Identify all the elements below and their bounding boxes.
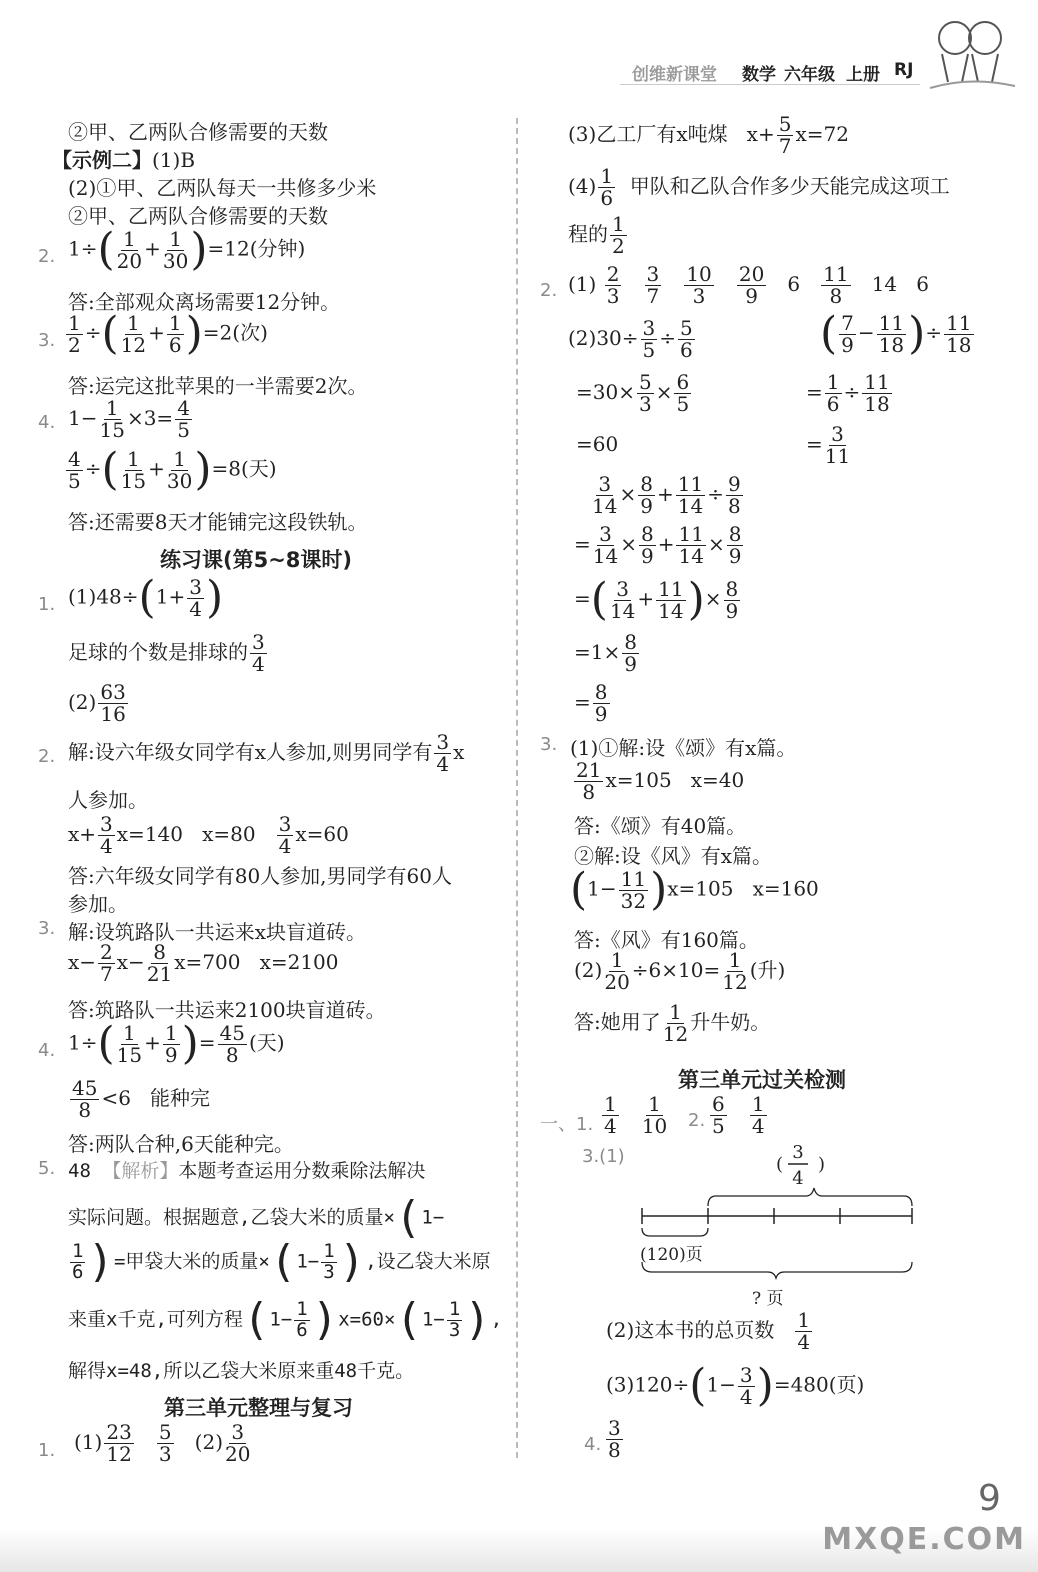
t4-number: 4. (584, 1434, 602, 1455)
p5-line4: 来重x千克,可列方程(1− $\frac{1}{6}$ )x=60×(1− $\frac{1}{3}$ ), (68, 1294, 503, 1345)
p5-line2-text: 实际问题。根据题意,乙袋大米的质量× (68, 1206, 395, 1229)
b2-calc-c5: = $\frac{8}{9}$ (574, 680, 608, 726)
p1-text-content: 足球的个数是排球的 (68, 640, 248, 664)
p5-number: 5. (38, 1158, 56, 1179)
t4-answer: $\frac{3}{8}$ (608, 1416, 621, 1462)
b2-calc-c3: =( $\frac{3}{14}$ + $\frac{11}{14}$ )× $\frac{8}{9}$ (574, 574, 739, 625)
t3-part2: (2)这本书的总页数 $\frac{1}{4}$ (606, 1308, 811, 1354)
t3-number: 3.(1) (582, 1146, 625, 1167)
b2-calc-c1: $\frac{3}{14}$ × $\frac{8}{9}$ + $\frac{11}{14}$ ÷ $\frac{9}{8}$ (592, 472, 741, 518)
a3-text: (3)乙工厂有x吨煤 (568, 122, 728, 146)
q4-equation2: $\frac{4}{5}$ ÷( $\frac{1}{15}$ + $\frac{1}{30}$ )=8(天) (68, 444, 277, 495)
q2-answer: 答:全部观众离场需要12分钟。 (68, 290, 341, 314)
a3-line: (3)乙工厂有x吨煤 x+ $\frac{5}{7}$ x=72 (568, 112, 849, 158)
p1-part2: (2) $\frac{63}{16}$ (68, 680, 126, 726)
b2-calc-c4: =1× $\frac{8}{9}$ (574, 630, 637, 676)
t2-number: 2. (688, 1110, 706, 1131)
p2-equation: x+ $\frac{3}{4}$ x=140 x=80 $\frac{3}{4}$ x=60 (68, 812, 349, 858)
p2-line2: 人参加。 (68, 788, 148, 812)
p5-line1 (68, 1156, 425, 1183)
b2-calc-b3: = $\frac{3}{11}$ (806, 422, 851, 468)
diagram-total-label: ? 页 (752, 1289, 784, 1309)
b2-calc-a3: =60 (576, 432, 619, 456)
q4-equation1: 1− $\frac{1}{15}$ ×3= $\frac{4}{5}$ (68, 396, 190, 442)
t2-answers: $\frac{6}{5}$ $\frac{1}{4}$ (712, 1092, 765, 1138)
t3-part2-text: (2)这本书的总页数 (606, 1318, 775, 1342)
header-edition: RJ (894, 60, 914, 80)
p1-equation: (1)48÷(1+ $\frac{3}{4}$ ) (68, 572, 224, 623)
t1-answers: $\frac{1}{4}$ $\frac{1}{10}$ (604, 1092, 668, 1138)
q4-number: 4. (38, 412, 56, 433)
page-number: 9 (978, 1478, 1001, 1519)
mascot-icon (920, 10, 1020, 90)
q3-equation: $\frac{1}{2}$ ÷( $\frac{1}{12}$ + $\frac{1}{6}$ )=2(次) (68, 308, 268, 359)
column-divider (516, 118, 518, 1458)
header-rule (620, 84, 920, 85)
p5-line3-text: =甲袋大米的质量× (113, 1250, 270, 1273)
watermark: MXQE.COM (822, 1522, 1026, 1557)
p5-answer-value: 48 (68, 1160, 91, 1182)
header-term: 上册 (846, 65, 880, 85)
p2-number: 2. (38, 746, 56, 767)
r1-number: 1. (38, 1440, 56, 1461)
q2-equation: 1÷( $\frac{1}{20}$ + $\frac{1}{30}$ )=12(分钟) (68, 224, 306, 275)
b2-calc-a1: (2)30÷ $\frac{3}{5}$ ÷ $\frac{5}{6}$ (568, 316, 693, 362)
c3-ans1: 答:《颂》有40篇。 (574, 814, 747, 838)
p4-answer: 答:两队合种,6天能种完。 (68, 1132, 294, 1156)
p4-compare: $\frac{45}{8}$ <6 能种完 (72, 1076, 211, 1122)
section-title-test: 第三单元过关检测 (678, 1068, 846, 1092)
q2-number: 2. (38, 246, 56, 267)
c3-eq1: $\frac{21}{8}$ x=105 x=40 (576, 758, 745, 804)
example-answer: (1)B (152, 148, 196, 172)
diagram-known-label: (120)页 (640, 1245, 703, 1265)
b2-calc-b1: ( $\frac{7}{9}$ − $\frac{11}{18}$ )÷ $\frac{11}{18}$ (820, 308, 972, 359)
a4-text: 甲队和乙队合作多少天能完成这项工 (629, 174, 950, 198)
p2-line1-text: 解:设六年级女同学有x人参加,则男同学有 (68, 740, 433, 764)
q3-number: 3. (38, 330, 56, 351)
c3-ans3: 答:她用了 $\frac{1}{12}$ 升牛奶。 (574, 1000, 771, 1046)
b2-part1: (1) $\frac{2}{3}$ $\frac{3}{7}$ $\frac{10}{3}$ $\frac{20}{9}$ 6 $\frac{11}{8}$ 14 6 (568, 262, 929, 308)
header-grade: 六年级 (784, 65, 835, 85)
p1-text: 足球的个数是排球的 $\frac{3}{4}$ (68, 630, 265, 676)
q4-answer: 答:还需要8天才能铺完这段铁轨。 (68, 510, 368, 534)
p4-number: 4. (38, 1040, 56, 1061)
c3-number: 3. (540, 734, 558, 755)
p5-line3: $\frac{1}{6}$ )=甲袋大米的质量×(1− $\frac{1}{3}$ ),设乙袋大米原 (72, 1236, 491, 1287)
b2-number: 2. (540, 280, 558, 301)
c3-ans3-text: 答:她用了 (574, 1010, 661, 1034)
t3-part3: (3)120÷(1− $\frac{3}{4}$ )=480(页) (606, 1360, 865, 1411)
p2-line1: 解:设六年级女同学有x人参加,则男同学有 $\frac{3}{4}$ x (68, 730, 465, 776)
p4-equation: 1÷( $\frac{1}{15}$ + $\frac{1}{9}$ )= $\frac{45}{8}$ (天) (68, 1018, 285, 1069)
line-l3: (2)①甲、乙两队每天一共修多少米 (68, 176, 377, 200)
line-l4: ②甲、乙两队合修需要的天数 (68, 204, 328, 228)
header-subject: 数学 (742, 65, 776, 85)
q3-answer: 答:运完这批苹果的一半需要2次。 (68, 374, 368, 398)
p2-answer1: 答:六年级女同学有80人参加,男同学有60人 (68, 864, 452, 888)
svg-text:3: 3 (792, 1142, 804, 1163)
section-title-review: 第三单元整理与复习 (164, 1396, 353, 1420)
c3-line2: ②解:设《风》有x篇。 (574, 844, 773, 868)
b2-calc-c2: = $\frac{3}{14}$ × $\frac{8}{9}$ + $\frac{11}{14}$ × $\frac{8}{9}$ (574, 522, 742, 568)
p2-answer2: 参加。 (68, 892, 128, 916)
b2-calc-a2: =30× $\frac{5}{3}$ × $\frac{6}{5}$ (576, 370, 690, 416)
p5-analysis-tag: 【解析】 (102, 1160, 179, 1182)
c3-line1: (1)①解:设《颂》有x篇。 (570, 736, 797, 760)
line-l1: ②甲、乙两队合修需要的天数 (68, 120, 328, 144)
p5-line2: 实际问题。根据题意,乙袋大米的质量×(1− (68, 1192, 445, 1243)
p4-can-text: 能种完 (150, 1086, 211, 1110)
p5-line5: 解得x=48,所以乙袋大米原来重48千克。 (68, 1360, 415, 1382)
c3-ans3-tail: 升牛奶。 (690, 1010, 771, 1034)
p3-equation: x− $\frac{2}{7}$ x− $\frac{8}{21}$ x=700 x=2100 (68, 940, 339, 986)
svg-text:): ) (818, 1154, 826, 1175)
p5-line3-tail: ,设乙袋大米原 (365, 1250, 491, 1273)
c3-ans2: 答:《风》有160篇。 (574, 928, 759, 952)
a4-line: (4) $\frac{1}{6}$ 甲队和乙队合作多少天能完成这项工 (568, 164, 950, 210)
p3-line1: 解:设筑路队一共运来x块盲道砖。 (68, 920, 367, 944)
t-part1: 一、1. (540, 1114, 594, 1135)
svg-text:4: 4 (792, 1168, 804, 1189)
p3-answer: 答:筑路队一共运来2100块盲道砖。 (68, 998, 386, 1022)
svg-text:(: ( (776, 1154, 784, 1175)
example-two (52, 144, 195, 173)
segment-diagram (636, 1136, 916, 1306)
c3-eq3: (2) $\frac{1}{20}$ ÷6×10= $\frac{1}{12}$ (升) (574, 948, 786, 994)
p5-line4-text: 来重x千克,可列方程 (68, 1308, 243, 1331)
p5-line1-text: 本题考查运用分数乘除法解决 (178, 1160, 426, 1182)
a4-line2: 程的 $\frac{1}{2}$ (568, 212, 625, 258)
p3-number: 3. (38, 918, 56, 939)
b2-calc-b2: = $\frac{1}{6}$ ÷ $\frac{11}{18}$ (806, 370, 890, 416)
p1-number: 1. (38, 594, 56, 615)
header-brand: 创维新课堂 (632, 65, 717, 85)
example-label: 【示例二】 (52, 148, 152, 172)
r1-answers: (1) $\frac{23}{12}$ $\frac{5}{3}$ (2) $\frac{3}{20}$ (74, 1420, 251, 1466)
c3-eq2: (1− $\frac{11}{32}$ )x=105 x=160 (570, 864, 819, 915)
a4-text2: 程的 (568, 222, 608, 246)
section-title-practice: 练习课(第5~8课时) (160, 548, 353, 572)
